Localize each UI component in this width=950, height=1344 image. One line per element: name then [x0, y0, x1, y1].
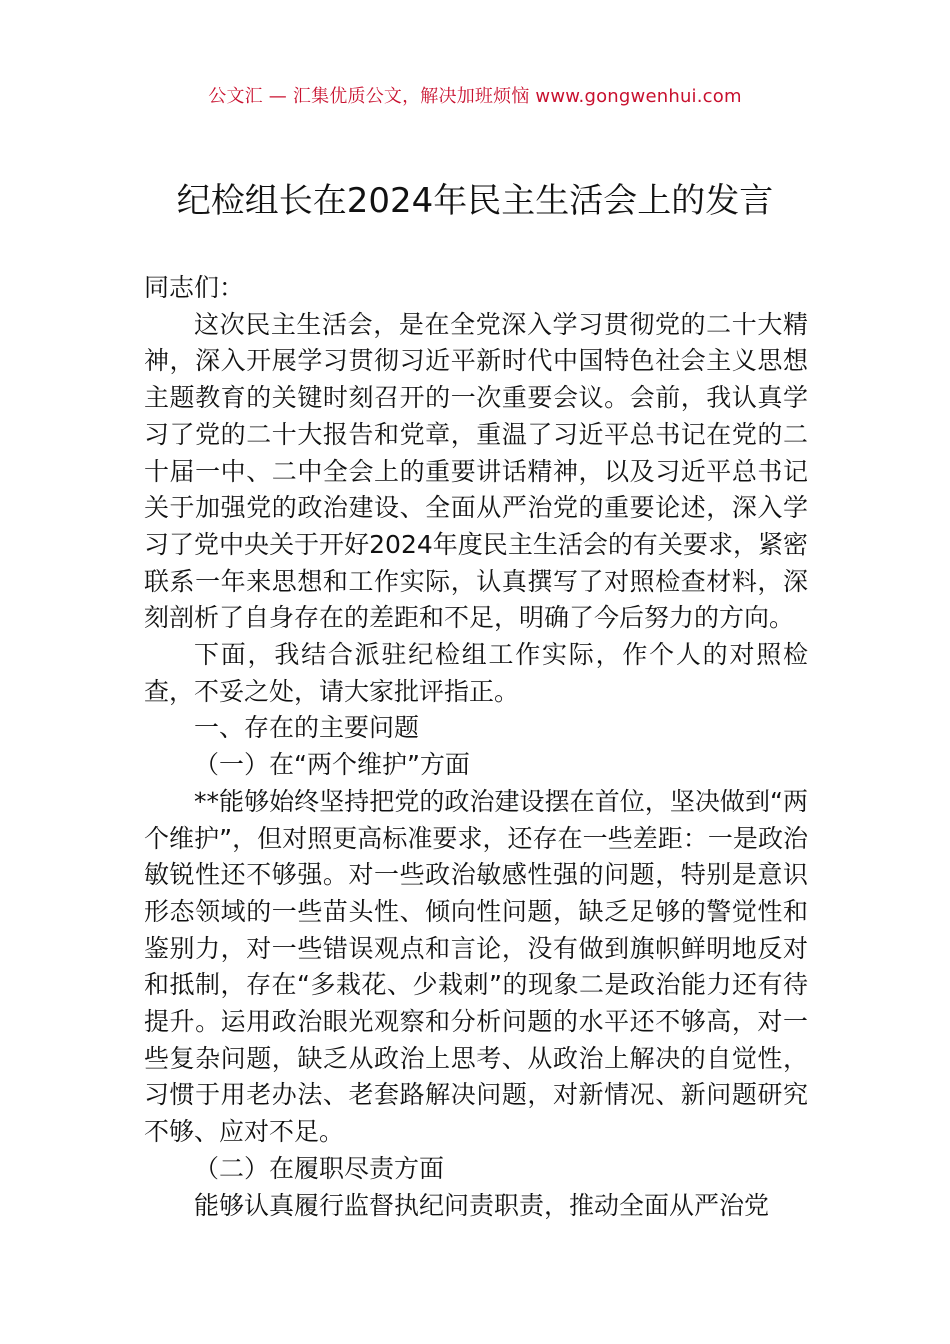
paragraph-preface: 下面，我结合派驻纪检组工作实际，作个人的对照检查，不妥之处，请大家批评指正。 [144, 640, 808, 706]
paragraph-two-maintenances: **能够始终坚持把党的政治建设摆在首位，坚决做到“两个维护”，但对照更高标准要求，还存在一些差距：一是政治敏锐性还不够强。对一些政治敏感性强的问题，特别是意识形态领域的一些苗头性、倾向性问题，缺乏足够的警觉性和鉴别力，对一些错误观点和言论，没有做到旗帜鲜明地反对和抵制，存在“多栽花、少栽刺”的现象二是政治能力还有待提升。运用政治眼光观察和分析问题的水平还不够高，对一些复杂问题，缺乏从政治上思考、从政治上解决的自觉性，习惯于用老办法、老套路解决问题，对新情况、新问题研究不够、应对不足。 [144, 786, 808, 1147]
site-banner: 公文汇 — 汇集优质公文，解决加班烦恼 www.gongwenhui.com [208, 86, 742, 107]
paragraph-intro: 这次民主生活会，是在全党深入学习贯彻党的二十大精神，深入开展学习贯彻习近平新时代中国特色社会主义思想主题教育的关键时刻召开的一次重要会议。会前，我认真学习了党的二十大报告和党章，重温了习近平总书记在党的二十届一中、二中全会上的重要讲话精神，以及习近平总书记关于加强党的政治建设、全面从严治党的重要论述，深入学习了党中央关于开好2024年度民主生活会的有关要求，紧密联系一年来思想和工作实际，认真撰写了对照检查材料，深刻剖析了自身存在的差距和不足，明确了今后努力的方向。 [144, 309, 808, 633]
document-title: 纪检组长在2024年民主生活会上的发言 [176, 181, 774, 221]
section-heading-problems: 一、存在的主要问题 [194, 713, 420, 743]
paragraph-duty: 能够认真履行监督执纪问责职责，推动全面从严治党 [194, 1190, 770, 1220]
salutation: 同志们： [144, 273, 245, 302]
document-body [144, 270, 808, 1224]
subsection-heading-duty: （二）在履职尽责方面 [194, 1153, 445, 1183]
subsection-heading-two-maintenances: （一）在“两个维护”方面 [194, 750, 470, 780]
